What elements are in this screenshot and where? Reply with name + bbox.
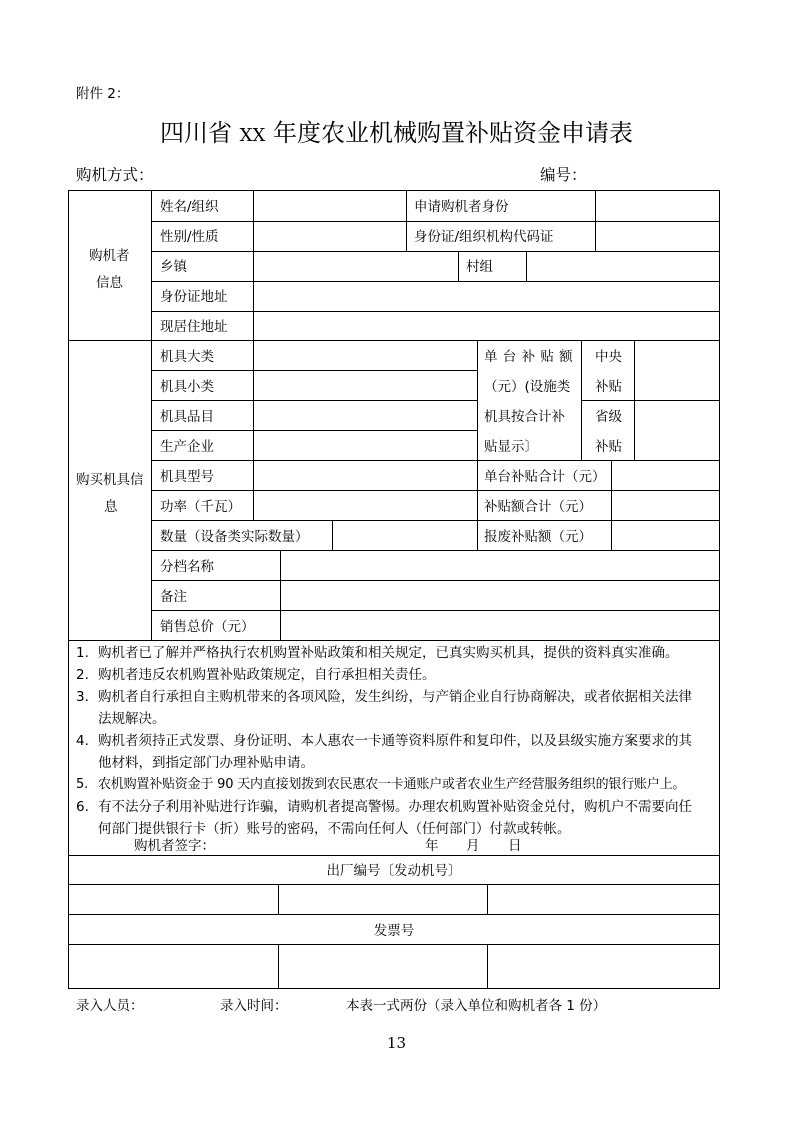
- note-text: 购机者自行承担自主购机带来的各项风险，发生纠纷，与产销企业自行协商解决，或者依据相关法律: [98, 689, 692, 705]
- note-text: 有不法分子利用补贴进行诈骗，请购机者提高警惕。办理农机购置补贴资金兑付，购机户不需要向任: [98, 799, 692, 815]
- title-year-placeholder: XX: [239, 125, 266, 146]
- note-item-6-cont: [76, 820, 716, 838]
- manufacturer-label: 生产企业: [160, 439, 214, 455]
- note-text: 购机者已了解并严格执行农机购置补贴政策和相关规定，已真实购买机具，提供的资料真实准确。: [98, 645, 679, 661]
- page-number: 13: [386, 1034, 407, 1052]
- unit-subsidy-total-label: 单台补贴合计（元）: [484, 469, 606, 485]
- signature-month: 月: [466, 838, 480, 854]
- note-text: 何部门提供银行卡（折）账号的密码，不需向任何人（任何部门）付款或转帐。: [98, 821, 571, 837]
- title-prefix: 四川省: [160, 119, 233, 147]
- note-item-3: [76, 688, 716, 706]
- invoice-number-header: 发票号: [373, 923, 415, 939]
- note-text: 他材料，到指定部门办理补贴申请。: [98, 755, 314, 771]
- unit-subsidy-label-1: 单 台 补 贴 额: [484, 349, 574, 365]
- provincial-subsidy-label-1: 省级: [595, 409, 622, 425]
- tier-name-label: 分档名称: [160, 559, 214, 575]
- signature-year: 年: [425, 838, 439, 854]
- unit-subsidy-label-4: 贴显示〕: [484, 439, 538, 455]
- note-text: 购机者须持正式发票、身份证明、本人惠农一卡通等资料原件和复印件，以及县级实施方案要求的其: [98, 733, 692, 749]
- machine-category-label: 机具大类: [160, 349, 214, 365]
- note-number: 4.: [76, 733, 89, 749]
- village-label: 村组: [466, 259, 493, 275]
- note-text: 法规解决。: [98, 711, 166, 727]
- note-number: 2.: [76, 667, 89, 683]
- current-address-label: 现居住地址: [160, 319, 228, 335]
- unit-subsidy-label-3: 机具按合计补: [484, 409, 565, 425]
- unit-subsidy-label-2: （元）(设施类: [484, 379, 571, 395]
- note-number: 5.: [76, 777, 89, 792]
- note-item-1: [76, 644, 716, 662]
- buyer-section-label-1: 购机者: [89, 248, 130, 264]
- gender-label: 性别/性质: [160, 229, 219, 245]
- quantity-label: 数量（设备类实际数量）: [160, 529, 309, 545]
- remark-label: 备注: [160, 589, 187, 605]
- name-label: 姓名/组织: [160, 199, 219, 215]
- central-subsidy-label-1: 中央: [595, 349, 622, 365]
- scrap-subsidy-label: 报废补贴额（元）: [484, 529, 592, 545]
- machine-subcategory-label: 机具小类: [160, 379, 214, 395]
- entry-time-label: 录入时间：: [220, 998, 288, 1014]
- central-subsidy-label-2: 补贴: [595, 379, 622, 395]
- machine-section-label-1: 购买机具信: [76, 472, 144, 488]
- note-text: 购机者违反农机购置补贴政策规定，自行承担相关责任。: [98, 667, 436, 683]
- note-number: 1.: [76, 645, 89, 661]
- title-suffix: 年度农业机械购置补贴资金申请表: [272, 119, 633, 147]
- machine-section-label-2: 息: [104, 499, 118, 515]
- power-label: 功率（千瓦）: [160, 499, 241, 515]
- note-text: 农机购置补贴资金于 90 天内直接划拨到农民惠农一卡通账户或者农业生产经营服务组织的银行账户上。: [98, 777, 686, 792]
- note-number: 3.: [76, 689, 89, 705]
- machine-item-label: 机具品目: [160, 409, 214, 425]
- town-label: 乡镇: [160, 259, 187, 275]
- total-price-label: 销售总价（元）: [160, 619, 255, 635]
- attachment-label: 附件 2：: [76, 86, 130, 102]
- note-item-4-cont: [76, 754, 716, 772]
- signature-label: 购机者签字：: [134, 838, 215, 854]
- note-item-3-cont: [76, 710, 716, 728]
- copies-note: 本表一式两份（录入单位和购机者各 1 份）: [346, 998, 607, 1014]
- note-item-5: [76, 776, 716, 794]
- signature-day: 日: [508, 838, 522, 854]
- purchase-mode-label: 购机方式：: [76, 166, 154, 184]
- id-address-label: 身份证地址: [160, 289, 228, 305]
- form-number-label: 编号：: [540, 166, 587, 184]
- id-code-label: 身份证/组织机构代码证: [414, 229, 554, 245]
- buyer-section-label-2: 信息: [96, 275, 123, 291]
- note-number: 6.: [76, 799, 89, 815]
- note-item-2: [76, 666, 716, 684]
- applicant-identity-label: 申请购机者身份: [414, 199, 509, 215]
- factory-number-header: 出厂编号〔发动机号〕: [326, 863, 462, 879]
- entry-person-label: 录入人员：: [76, 998, 144, 1014]
- note-item-4: [76, 732, 716, 750]
- machine-model-label: 机具型号: [160, 469, 214, 485]
- note-item-6: [76, 798, 716, 816]
- provincial-subsidy-label-2: 补贴: [595, 439, 622, 455]
- subsidy-total-label: 补贴额合计（元）: [484, 499, 592, 515]
